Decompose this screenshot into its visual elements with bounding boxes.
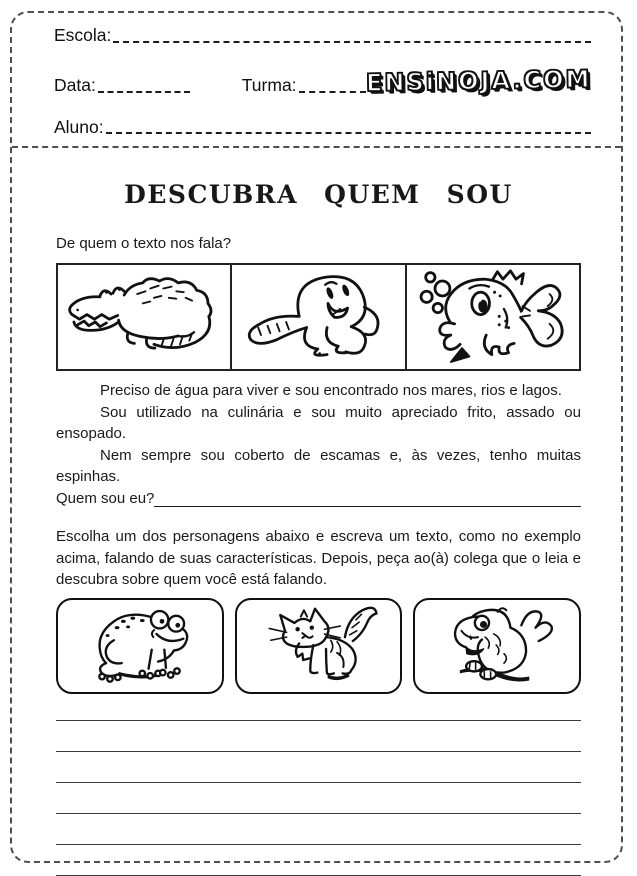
animal-table [56,263,581,371]
paragraph-2: Sou utilizado na culinária e sou muito apreciado frito, assado ou ensopado. [56,403,581,442]
animal-box-parrot [413,598,581,694]
worksheet-body [12,180,621,876]
turma-label: Turma: [241,75,297,95]
writing-line[interactable] [56,845,581,876]
animal-box-frog [56,598,224,694]
paragraph-3: Nem sempre sou coberto de escamas e, às vezes, tenho muitas espinhas. [56,446,581,485]
writing-lines [56,698,581,876]
crocodile-icon [61,268,226,366]
data-fill-line[interactable] [98,87,190,93]
animal-box-cat [235,598,403,694]
aluno-row [54,116,591,137]
frog-icon [63,604,217,687]
escola-row [54,27,591,45]
quem-sou-eu-label: Quem sou eu? [56,489,155,507]
animal-cell-octopus [232,265,406,369]
escola-label: Escola: [54,25,112,45]
escola-fill-line[interactable] [113,37,591,43]
question-text: De quem o texto nos fala? [56,235,232,252]
data-turma-row [54,64,592,97]
writing-line[interactable] [56,783,581,814]
paragraph-1: Preciso de água para viver e sou encontrado nos mares, rios e lagos. [100,382,562,399]
reading-text [56,380,581,509]
worksheet-page [10,11,623,863]
octopus-icon [236,268,401,366]
fish-icon [410,268,575,366]
page-title: DESCUBRA QUEM SOU [124,180,513,209]
turma-fill-line[interactable] [299,87,366,93]
header-form [12,13,621,148]
animal-cell-fish [407,265,579,369]
aluno-fill-line[interactable] [106,128,591,134]
writing-line[interactable] [56,721,581,752]
parrot-icon [420,604,574,687]
writing-line[interactable] [56,814,581,845]
animal-choice-boxes [56,598,581,694]
data-label: Data: [54,75,96,95]
cat-icon [242,604,396,687]
writing-line[interactable] [56,698,581,721]
quem-sou-eu-answer-line[interactable] [154,502,581,507]
writing-line[interactable] [56,752,581,783]
instruction-text: Escolha um dos personagens abaixo e escreva um texto, como no exemplo acima, falando de suas características. Depois, peça ao(à) colega que o leia e descubra sobre quem você está falando. [56,528,581,588]
aluno-label: Aluno: [54,116,104,137]
quem-sou-eu-row [56,488,581,510]
animal-cell-crocodile [58,265,232,369]
ensinoja-logo: ENSiNOJA.COM [365,64,592,97]
